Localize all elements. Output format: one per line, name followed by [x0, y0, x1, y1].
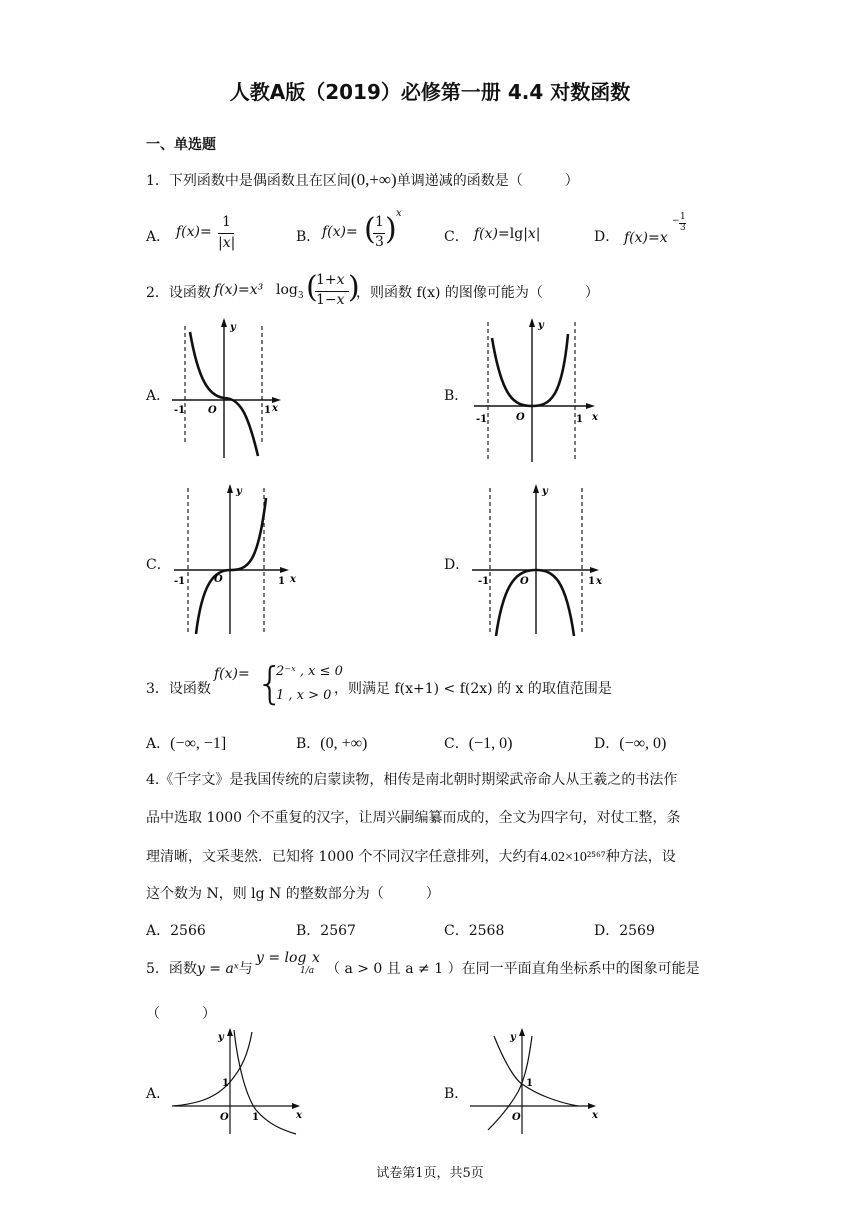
q1-option-d[interactable]: D． f(x)=x − 1 3	[594, 212, 686, 246]
svg-text:O: O	[516, 412, 525, 423]
q5-log-base: 1/a	[300, 966, 315, 976]
svg-text:1: 1	[526, 1078, 533, 1089]
svg-text:y: y	[538, 320, 544, 331]
q2-option-a[interactable]: A．	[146, 388, 171, 404]
svg-text:x: x	[296, 1110, 302, 1121]
question-1	[146, 170, 579, 190]
q3-option-b[interactable]: B．(0, +∞)	[296, 735, 368, 752]
q2-option-b[interactable]: B．	[444, 388, 469, 404]
svg-text:-1: -1	[174, 405, 186, 416]
svg-text:y: y	[510, 1032, 516, 1043]
q3-option-c[interactable]: C．(−1, 0)	[444, 735, 513, 752]
svg-text:y: y	[230, 322, 236, 333]
question-3: 3．设函数	[146, 681, 211, 697]
svg-text:y: y	[542, 486, 548, 497]
q5-log-expr: y = log	[256, 950, 307, 966]
svg-text:1: 1	[222, 1078, 229, 1089]
q1-option-c-expr: f(x)=lg|x|	[474, 226, 541, 242]
q1-option-d-expr: f(x)=x	[624, 230, 668, 246]
q3-brace: {	[256, 658, 284, 709]
q5-log-x: x	[312, 950, 320, 966]
svg-text:O: O	[520, 576, 529, 587]
q5-graph-b	[466, 1026, 606, 1136]
q2-graph-a	[168, 318, 288, 460]
svg-text:O: O	[220, 1112, 229, 1123]
question-2	[146, 282, 211, 302]
svg-text:x: x	[290, 574, 296, 585]
svg-text:y: y	[236, 486, 242, 497]
svg-text:O: O	[512, 1112, 521, 1123]
q2-expr: f(x)=x³ $\log_3$ ( 1+x 1−x )	[214, 270, 360, 308]
q1-interval: (0,+∞)	[350, 170, 397, 189]
q4-line-1: 4.《千字文》是我国传统的启蒙读物，相传是南北朝时期梁武帝命人从王羲之的书法作	[146, 772, 678, 788]
svg-text:1: 1	[588, 576, 595, 587]
q4-option-c[interactable]: C．2568	[444, 923, 505, 939]
q1-option-b[interactable]: B． f(x)= ( 1 3 ) x	[296, 226, 320, 246]
q3-fx: f(x)=	[214, 666, 250, 682]
q4-option-d[interactable]: D．2569	[594, 923, 655, 939]
section-heading: 一、单选题	[146, 137, 216, 153]
q1-option-a[interactable]: A． f(x)= 1 |x|	[146, 226, 170, 246]
q1-option-c[interactable]: C． f(x)=lg|x|	[444, 226, 541, 245]
q3-case2: 1 , x > 0	[276, 688, 332, 703]
q2-stem: 2．设函数	[146, 285, 211, 301]
q4-option-a[interactable]: A．2566	[146, 923, 206, 939]
svg-text:y: y	[218, 1032, 224, 1043]
q5-paren: （ ）	[146, 1006, 216, 1022]
svg-text:1: 1	[264, 405, 271, 416]
q4-line-4: 这个数为 N，则 lg N 的整数部分为（ ）	[146, 886, 440, 902]
svg-text:x: x	[596, 576, 602, 587]
q2-graph-d	[466, 484, 610, 638]
q1-option-b-expr: f(x)= ( 1 3 ) x	[322, 208, 402, 250]
q5-option-b[interactable]: B．	[444, 1086, 469, 1102]
svg-text:O: O	[214, 574, 223, 585]
svg-text:x: x	[592, 412, 598, 423]
svg-text:1: 1	[252, 1112, 259, 1123]
q2-option-d[interactable]: D．	[444, 557, 470, 573]
page-title: 人教A版（2019）必修第一册 4.4 对数函数	[229, 80, 631, 104]
q3-option-a[interactable]: A．(−∞, −1]	[146, 735, 227, 752]
svg-text:1: 1	[278, 576, 285, 587]
q4-option-b[interactable]: B．2567	[296, 923, 356, 939]
q2-tail: ，则函数 f(x) 的图像可能为（ ）	[356, 285, 599, 301]
q1-stem: 1．下列函数中是偶函数且在区间	[146, 173, 351, 189]
svg-text:-1: -1	[478, 576, 490, 587]
q5-option-a[interactable]: A．	[146, 1086, 171, 1102]
q3-tail: ，则满足 f(x+1) < f(2x) 的 x 的取值范围是	[334, 681, 612, 697]
svg-text:-1: -1	[476, 414, 488, 425]
svg-text:O: O	[208, 405, 217, 416]
q5-tail: （ a > 0 且 a ≠ 1 ）在同一平面直角坐标系中的图象可能是	[326, 961, 700, 977]
question-5: 5．函数y = aˣ与	[146, 961, 253, 977]
q2-option-c[interactable]: C．	[146, 557, 171, 573]
svg-text:x: x	[592, 1110, 598, 1121]
svg-text:1: 1	[576, 414, 583, 425]
svg-text:x: x	[272, 403, 278, 414]
page-footer: 试卷第1页，共5页	[376, 1166, 484, 1181]
q1-tail: 单调递减的函数是（ ）	[396, 173, 579, 189]
q5-graph-a	[168, 1026, 308, 1136]
svg-text:-1: -1	[174, 576, 186, 587]
q2-graph-b	[468, 318, 608, 464]
q1-option-a-expr: f(x)= 1 |x|	[176, 214, 236, 251]
q2-graph-c	[168, 484, 308, 638]
q3-case1: 2⁻ˣ , x ≤ 0	[276, 664, 343, 679]
q3-option-d[interactable]: D．(−∞, 0)	[594, 735, 667, 752]
q4-line-3: 理清晰，文采斐然．已知将 1000 个不同汉字任意排列，大约有4.02×10²⁵⁶⁷种方法，设	[146, 849, 676, 865]
q4-line-2: 品中选取 1000 个不重复的汉字，让周兴嗣编纂而成的，全文为四字句，对仗工整，条	[146, 810, 681, 826]
